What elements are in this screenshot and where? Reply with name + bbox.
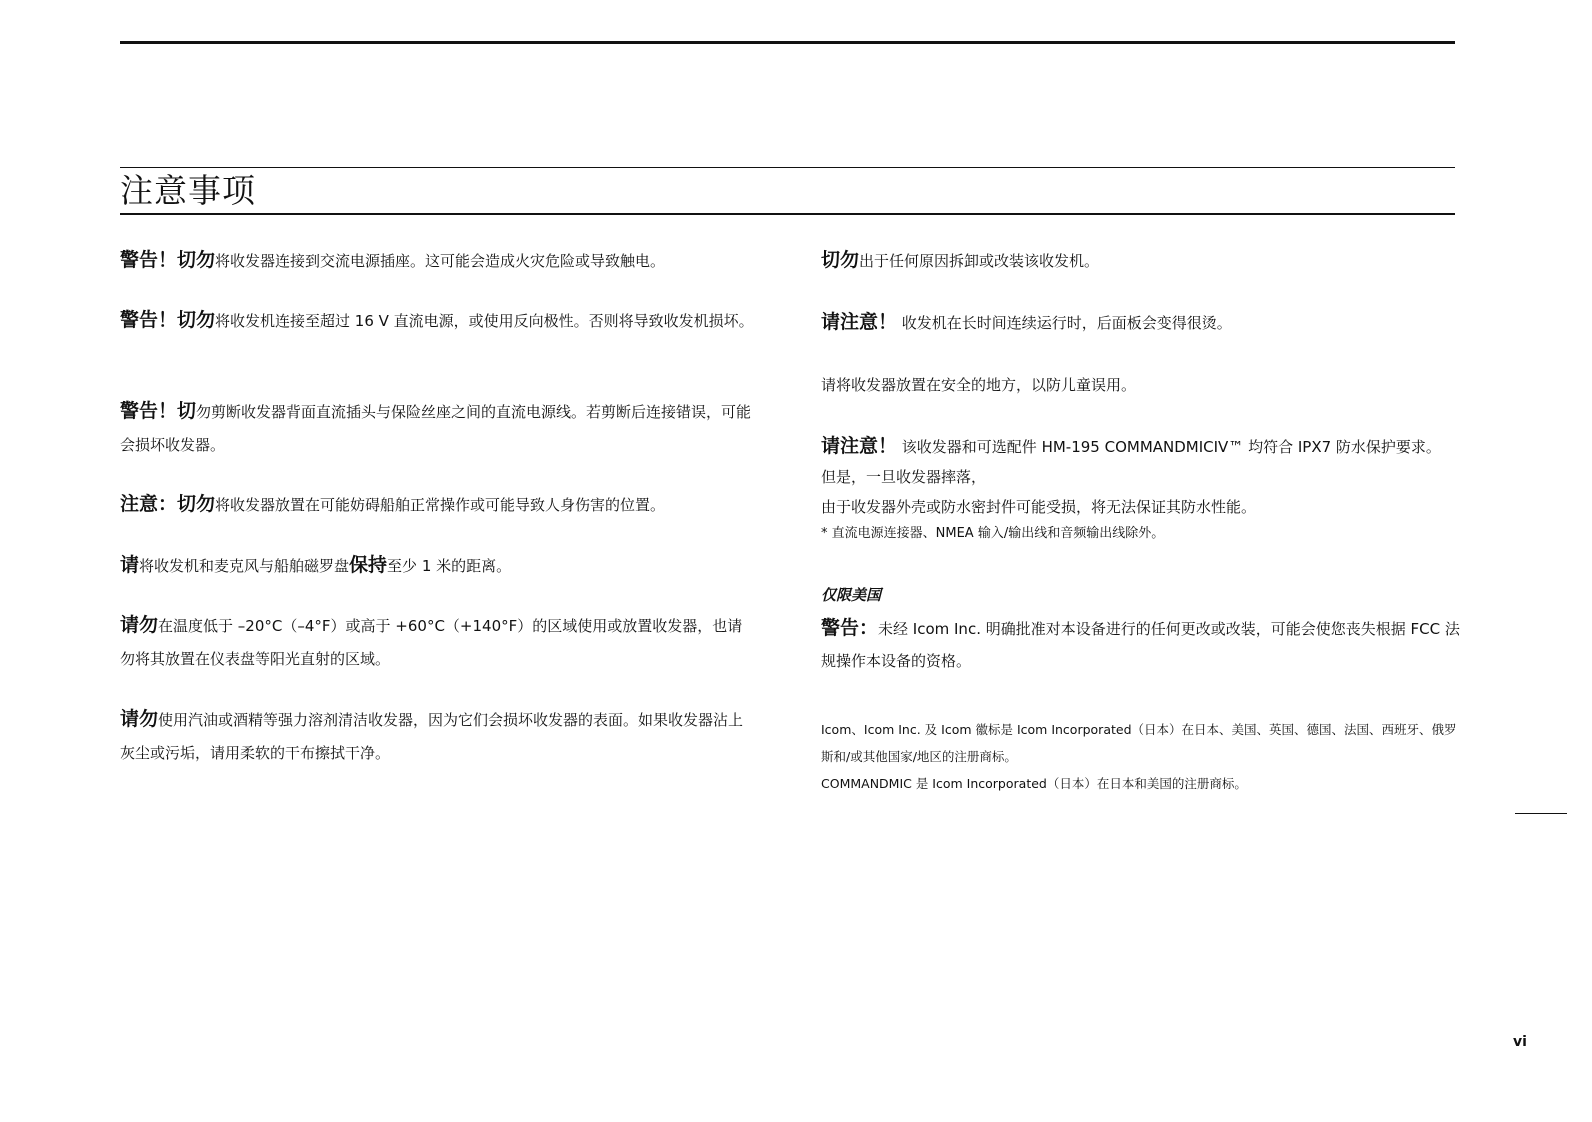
warning-lead: 警告！切 — [120, 400, 197, 422]
note-text: 出于任何原因拆卸或改装该收发机。 — [859, 252, 1100, 270]
warning-lead: 警告！切勿 — [120, 249, 216, 271]
note-emphasis: 保持 — [349, 554, 388, 576]
usa-warning-lead: 警告： — [821, 617, 879, 639]
usa-notice — [821, 584, 1461, 677]
caution-lead: 注意：切勿 — [120, 493, 216, 515]
note-text: 在温度低于 –20°C（–4°F）或高于 +60°C（+140°F）的区域使用或放置收发器，也请勿将其放置在仪表盘等阳光直射的区域。 — [120, 617, 743, 668]
waterproof-line-1: 请注意！ 该收发器和可选配件 HM-195 COMMANDMICIV™ 均符合 IPX7 防水保护要求。 — [821, 435, 1441, 457]
note-compass-distance — [120, 549, 756, 583]
warning-lead: 警告！切勿 — [120, 309, 216, 331]
note-lead: 请注意！ — [821, 435, 898, 457]
usa-heading: 仅限美国 — [821, 586, 882, 604]
note-text: 收发机在长时间连续运行时，后面板会变得很烫。 — [901, 314, 1232, 332]
top-rule — [120, 41, 1455, 44]
note-lead: 请勿 — [120, 708, 159, 730]
note-lead: 切勿 — [821, 249, 860, 271]
note-text: 使用汽油或酒精等强力溶剂清洁收发器，因为它们会损坏收发器的表面。如果收发器沾上灰尘或污垢，请用柔软的干布擦拭干净。 — [120, 711, 744, 762]
note-rear-panel-heat — [821, 306, 1457, 340]
note-temperature — [120, 609, 756, 676]
waterproof-line-3: 由于收发器外壳或防水密封件可能受损，将无法保证其防水性能。 — [821, 498, 1257, 516]
warning-text: 勿剪断收发器背面直流插头与保险丝座之间的直流电源线。若剪断后连接错误，可能会损坏收发器。 — [120, 403, 752, 454]
note-lead: 请注意！ — [821, 311, 898, 333]
warning-power-cable — [120, 395, 756, 462]
note-text: 请将收发器放置在安全的地方，以防儿童误用。 — [821, 376, 1137, 394]
trademark-notice — [821, 716, 1461, 797]
note-disassembly — [821, 244, 1457, 278]
note-text: 至少 1 米的距离。 — [387, 557, 512, 575]
page-number: vi — [1513, 1034, 1527, 1050]
section-tab-marker — [1515, 813, 1567, 814]
warning-text: 将收发机连接至超过 16 V 直流电源，或使用反向极性。否则将导致收发机损坏。 — [215, 312, 754, 330]
waterproof-line-2: 但是，一旦收发器摔落， — [821, 468, 987, 486]
waterproof-footnote: * 直流电源连接器、NMEA 输入/输出线和音频输出线除外。 — [821, 526, 1165, 541]
note-lead: 请勿 — [120, 614, 159, 636]
caution-placement — [120, 488, 756, 522]
note-text: 将收发机和麦克风与船舶磁罗盘 — [139, 557, 350, 575]
page-title: 注意事项 — [120, 171, 256, 210]
note-cleaning — [120, 703, 756, 770]
caution-text: 将收发器放置在可能妨碍船舶正常操作或可能导致人身伤害的位置。 — [215, 496, 666, 514]
warning-text: 将收发器连接到交流电源插座。这可能会造成火灾危险或导致触电。 — [215, 252, 666, 270]
trademark-line-2: COMMANDMIC 是 Icom Incorporated（日本）在日本和美国的注册商标。 — [821, 776, 1247, 791]
trademark-line-1: Icom、Icom Inc. 及 Icom 徽标是 Icom Incorporated（日本）在日本、美国、英国、德国、法国、西班牙、俄罗斯和/或其他国家/地区的注册商标。 — [821, 722, 1457, 764]
note-children-safety — [821, 369, 1457, 402]
usa-warning — [821, 612, 1461, 677]
warning-ac-outlet — [120, 244, 756, 278]
title-rule-bottom — [120, 213, 1455, 215]
note-lead: 请 — [120, 554, 140, 576]
title-rule-top — [120, 167, 1455, 168]
usa-warning-text: 未经 Icom Inc. 明确批准对本设备进行的任何更改或改装，可能会使您丧失根据 FCC 法规操作本设备的资格。 — [821, 620, 1460, 670]
warning-dc-voltage — [120, 304, 756, 338]
note-waterproof — [821, 431, 1461, 546]
